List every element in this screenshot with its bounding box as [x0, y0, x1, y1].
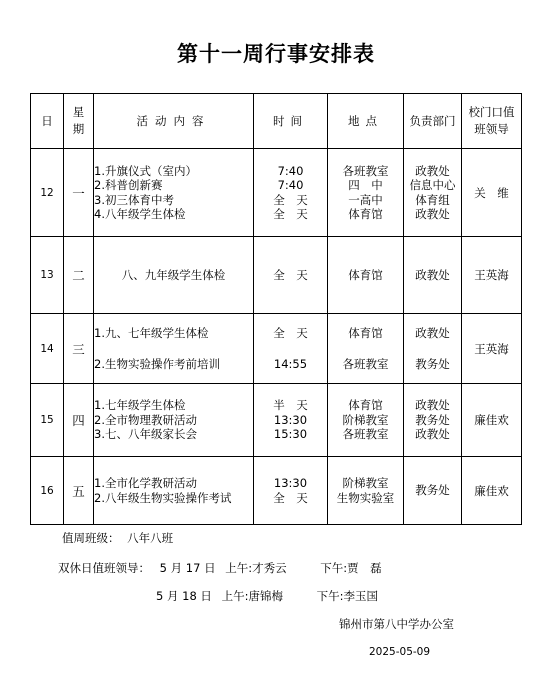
location-item: 各班教室: [342, 356, 389, 371]
department-item: 体育组: [415, 192, 450, 207]
row-activities: [94, 237, 254, 314]
row-departments: [404, 149, 462, 237]
activity-item: 3.七、八年级家长会: [94, 427, 197, 442]
row-leader: 王英海: [462, 237, 522, 314]
activity-item: 1.九、七年级学生体检: [94, 326, 209, 340]
time-item: 13:30: [273, 412, 308, 427]
row-times: [254, 384, 328, 457]
department-item: 信息中心: [409, 178, 456, 192]
row-times: [254, 314, 328, 384]
row-departments: [404, 237, 462, 314]
weekend-duty-am-name: 唐锦梅: [248, 589, 283, 603]
activity-item: 4.八年级学生体检: [94, 207, 186, 221]
row-weekday: 五: [64, 457, 94, 525]
activity-item: 3.初三体育中考: [94, 192, 174, 207]
time-item: 全 天: [273, 267, 308, 282]
header-leader-line-1: 校门口值: [468, 105, 515, 119]
activity-item: 2.科普创新赛: [94, 178, 163, 192]
location-item: 生物实验室: [336, 490, 395, 505]
time-item: 13:30: [273, 476, 308, 490]
header-weekday-line-1: 星: [72, 105, 85, 119]
location-item: 阶梯教室: [342, 476, 389, 490]
row-times: [254, 149, 328, 237]
weekend-duty-am-name: 才秀云: [252, 561, 287, 575]
time-item: 全 天: [273, 326, 308, 340]
row-date: 12: [31, 149, 64, 237]
location-item: 各班教室: [342, 427, 389, 442]
header-activity: 活动内容: [94, 94, 254, 149]
row-date: 14: [31, 314, 64, 384]
weekend-duty-date: 5 月 18 日: [156, 589, 212, 603]
header-department: 负责部门: [404, 94, 462, 149]
weekend-duty-pm-label: 下午:: [320, 561, 348, 575]
weekend-duty-pm-name: 贾 磊: [347, 561, 382, 575]
row-date: 16: [31, 457, 64, 525]
weekend-duty-line-1: [58, 560, 382, 576]
row-date: 15: [31, 384, 64, 457]
issuer: 锦州市第八中学办公室: [339, 617, 454, 631]
activity-item: 2.八年级生物实验操作考试: [94, 490, 232, 505]
table-row: [31, 149, 522, 237]
weekend-duty-am-label: 上午:: [225, 561, 253, 575]
row-times: [254, 457, 328, 525]
department-item: 政教处: [415, 163, 450, 178]
weekend-duty-label: 双休日值班领导：: [58, 561, 150, 575]
department-item: 政教处: [415, 398, 450, 413]
header-weekday: [64, 94, 94, 149]
weekend-duty-am-label: 上午:: [221, 589, 249, 603]
page-title: 第十一周行事安排表: [177, 42, 375, 66]
row-leader: 关 维: [462, 149, 522, 237]
location-item: 四 中: [348, 178, 383, 192]
row-activities: [94, 149, 254, 237]
location-item: 体育馆: [348, 267, 383, 282]
table-row: [31, 237, 522, 314]
time-item: 14:55: [273, 356, 308, 371]
row-activities: [94, 384, 254, 457]
row-departments: [404, 457, 462, 525]
duty-class-label: 值周班级：: [62, 531, 120, 545]
table-row: [31, 314, 522, 384]
table-row: [31, 384, 522, 457]
row-leader: 王英海: [462, 314, 522, 384]
department-item: 教务处: [415, 483, 450, 498]
row-departments: [404, 314, 462, 384]
location-item: 体育馆: [348, 207, 383, 221]
time-item: 7:40: [277, 178, 304, 192]
row-locations: [328, 314, 404, 384]
time-item: 7:40: [277, 163, 304, 178]
location-item: 体育馆: [348, 398, 383, 413]
department-item: 政教处: [415, 427, 450, 442]
header-leader-line-2: 班领导: [474, 122, 509, 136]
duty-class-line: [62, 530, 173, 546]
weekend-duty-pm-name: 李玉国: [343, 589, 378, 603]
row-leader: 廉佳欢: [462, 384, 522, 457]
row-date: 13: [31, 237, 64, 314]
location-item: 一高中: [348, 192, 383, 207]
time-item: 全 天: [273, 192, 308, 207]
header-date: 日: [31, 94, 64, 149]
row-activities: [94, 314, 254, 384]
location-item: 阶梯教室: [342, 412, 389, 427]
activity-item: 2.全市物理教研活动: [94, 412, 197, 427]
row-departments: [404, 384, 462, 457]
activity-item: 1.七年级学生体检: [94, 398, 186, 413]
issue-date: 2025-05-09: [369, 646, 431, 658]
row-weekday: 四: [64, 384, 94, 457]
row-locations: [328, 149, 404, 237]
activity-item: 1.升旗仪式（室内）: [94, 163, 197, 178]
row-leader: 廉佳欢: [462, 457, 522, 525]
time-item: 15:30: [273, 427, 308, 442]
header-weekday-line-2: 期: [72, 122, 85, 136]
weekend-duty-date: 5 月 17 日: [159, 561, 216, 575]
location-item: 体育馆: [348, 326, 383, 340]
schedule-table: [30, 93, 522, 525]
row-activities: [94, 457, 254, 525]
row-times: [254, 237, 328, 314]
header-location: 地点: [328, 94, 404, 149]
department-item: 教务处: [415, 412, 450, 427]
header-leader: [462, 94, 522, 149]
row-weekday: 二: [64, 237, 94, 314]
department-item: 政教处: [415, 326, 450, 340]
row-locations: [328, 384, 404, 457]
table-header-row: [31, 94, 522, 149]
location-item: 各班教室: [342, 163, 389, 178]
time-item: 半 天: [273, 398, 308, 413]
row-locations: [328, 237, 404, 314]
weekend-duty-line-2: [156, 588, 378, 604]
row-weekday: 一: [64, 149, 94, 237]
table-row: [31, 457, 522, 525]
header-time: 时间: [254, 94, 328, 149]
activity-item: 1.全市化学教研活动: [94, 476, 197, 490]
row-weekday: 三: [64, 314, 94, 384]
department-item: 教务处: [415, 356, 450, 371]
weekend-duty-pm-label: 下午:: [316, 589, 344, 603]
activity-item: 八、九年级学生体检: [121, 267, 226, 282]
time-item: 全 天: [273, 207, 308, 221]
activity-item: 2.生物实验操作考前培训: [94, 356, 220, 371]
row-locations: [328, 457, 404, 525]
duty-class-value: 八年八班: [127, 531, 174, 545]
department-item: 政教处: [415, 207, 450, 221]
time-item: 全 天: [273, 490, 308, 505]
department-item: 政教处: [415, 267, 450, 282]
